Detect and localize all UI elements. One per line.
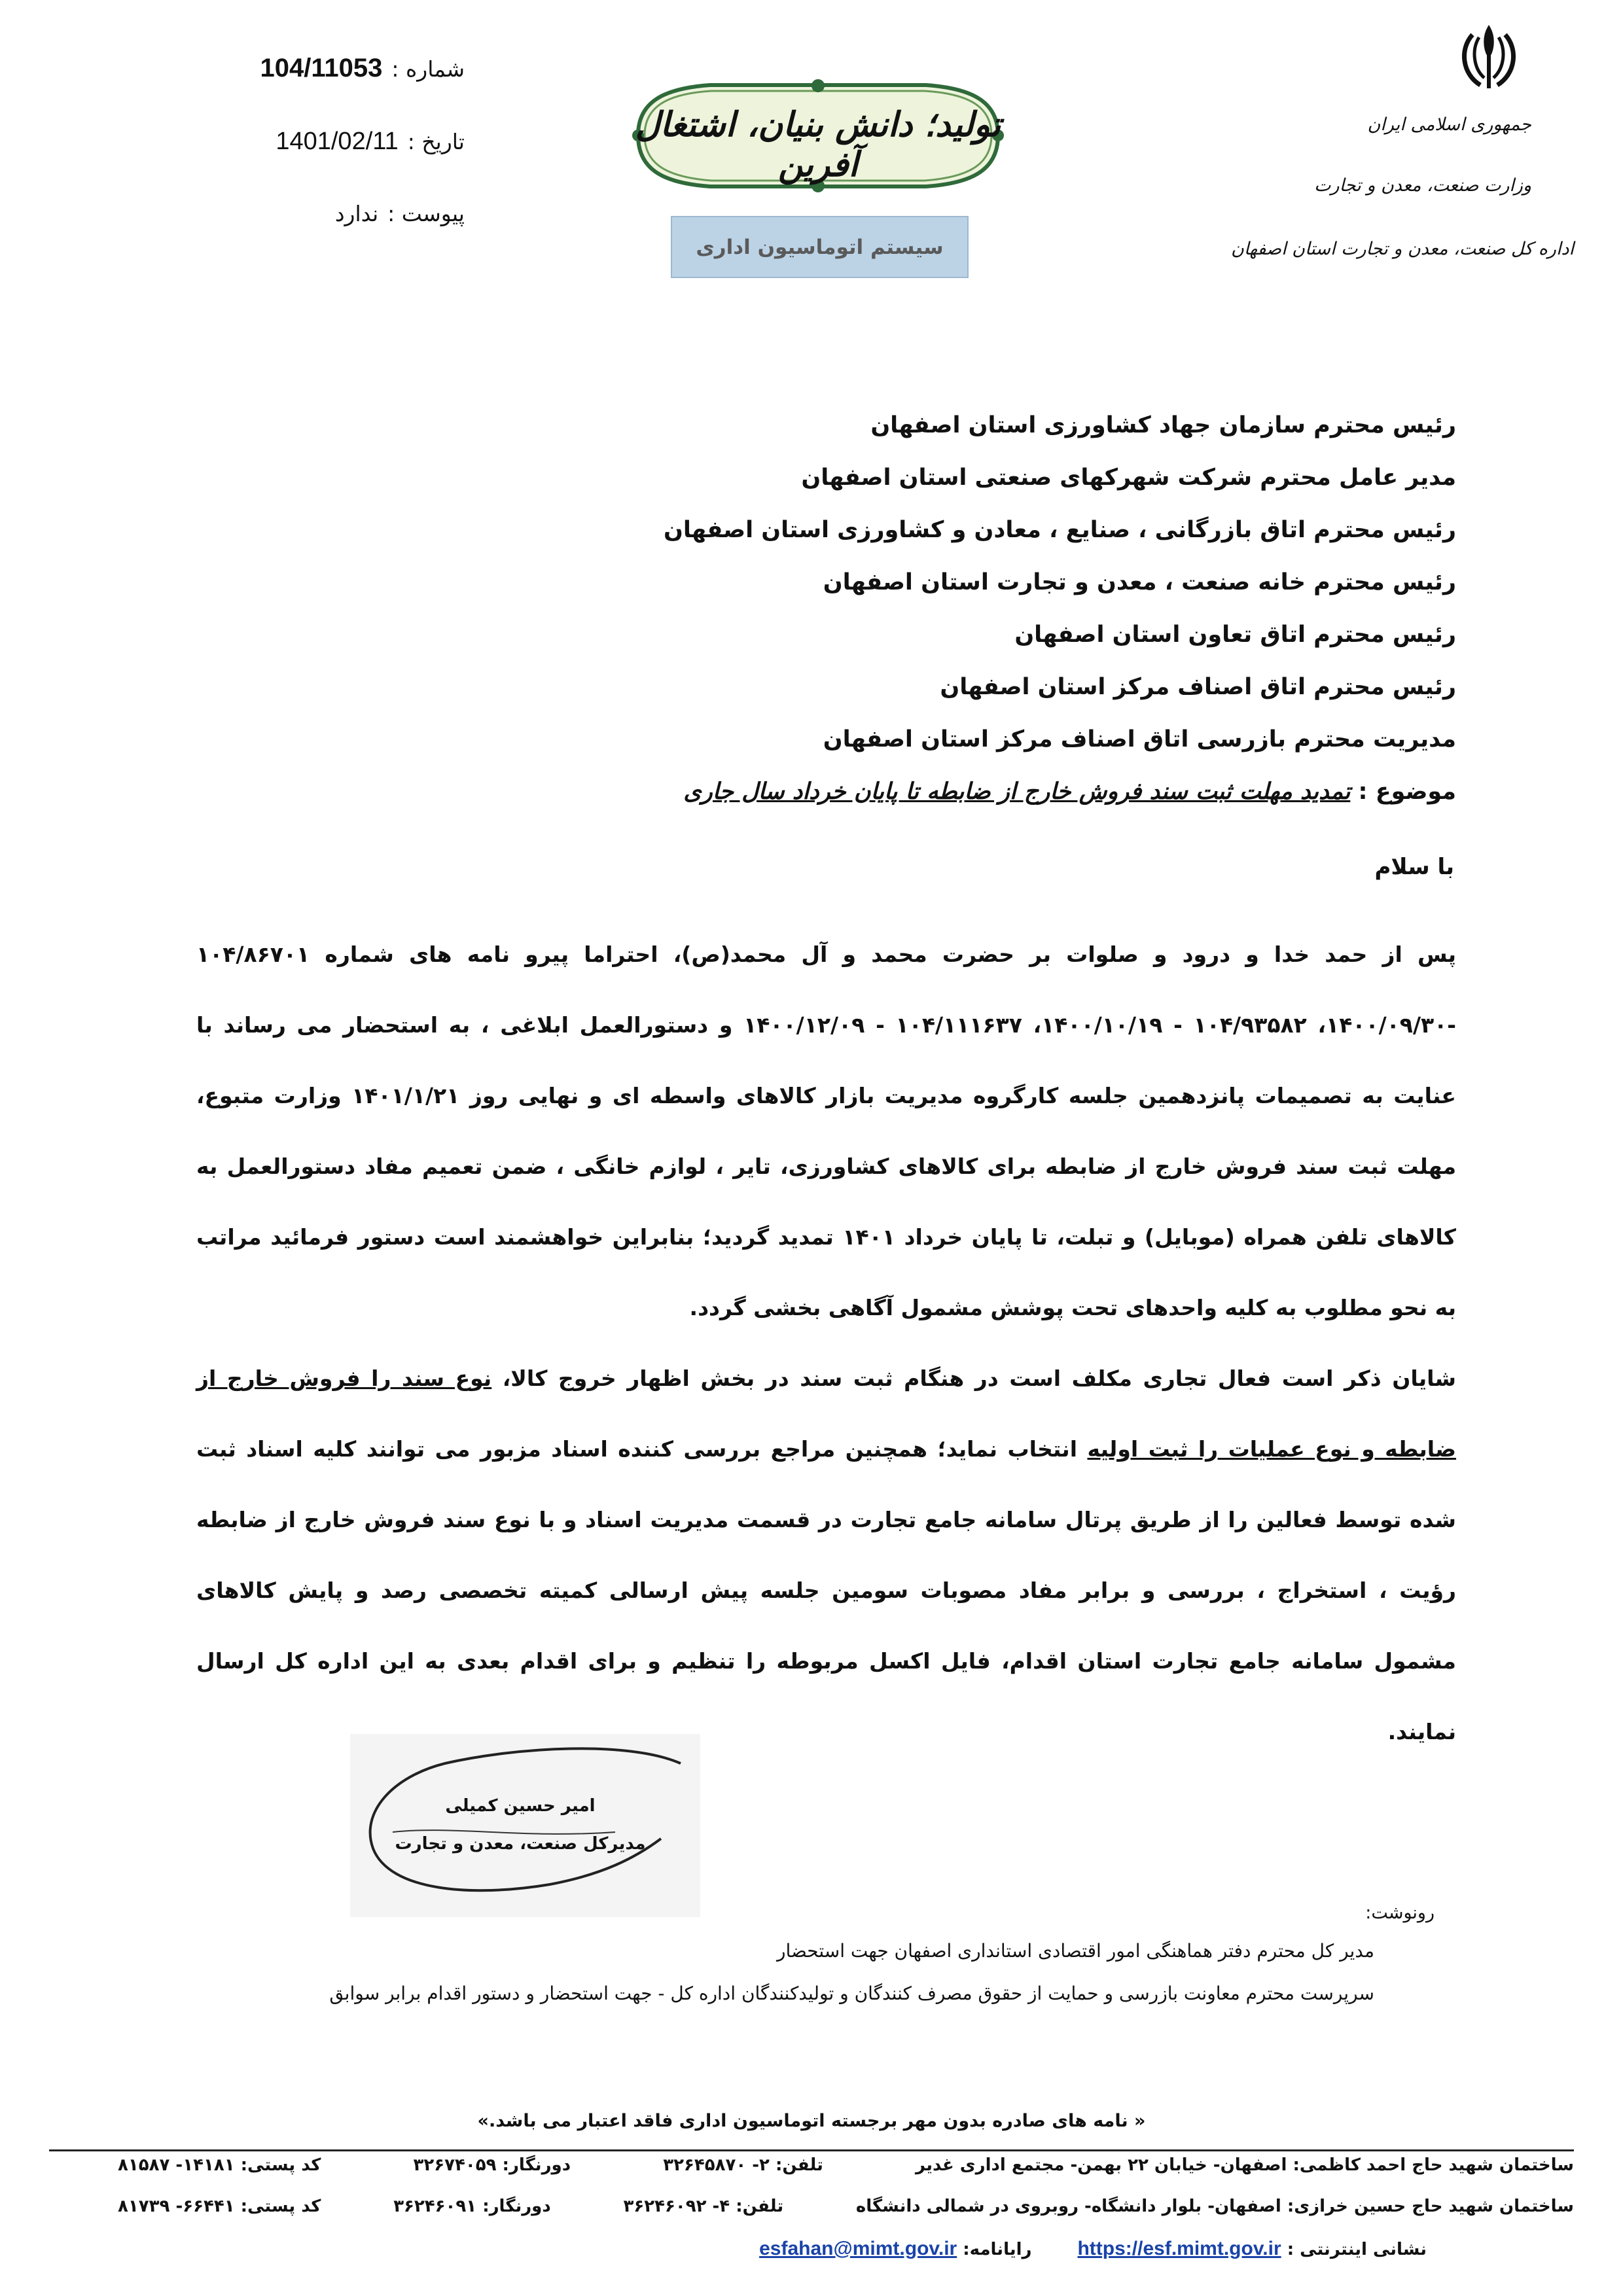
recipient-7: مدیریت محترم بازرسی اتاق اصناف مرکز استان اصفهان	[823, 726, 1456, 752]
postal-1: کد پستی: ۱۴۱۸۱- ۸۱۵۸۷	[118, 2155, 321, 2175]
phone-1: تلفن: ۲- ۳۲۶۴۵۸۷۰	[663, 2155, 823, 2175]
email-label: رایانامه:	[963, 2240, 1032, 2259]
body-p2-underlined: نوع سند را فروش خارج از ضابطه و نوع عملیات را ثبت اولیه	[196, 1366, 1457, 1462]
footer-address-row-2	[118, 2197, 1574, 2216]
recipient-1: رئیس محترم سازمان جهاد کشاورزی استان اصفهان	[870, 412, 1456, 438]
website-group	[1077, 2238, 1427, 2260]
number-value: 104/11053	[260, 54, 383, 82]
recipients-list	[213, 399, 1456, 818]
body-paragraph-2	[196, 1343, 1456, 1767]
number-label: شماره :	[391, 56, 465, 82]
recipient-6: رئیس محترم اتاق اصناف مرکز استان اصفهان	[940, 674, 1456, 700]
body-p2-end: انتخاب نماید؛ همچنین مراجع بررسی کننده اسناد مزبور می توانند کلیه اسناد ثبت شده توسط فعالین را از طریق پرتال سامانه جامع تجارت در قسمت مدیریت اسناد و با نوع سند فروش خارج از ضابطه رؤیت ، استخراج ، بررسی و برابر مفاد مصوبات سومین جلسه پیش ارسالی کمیته تخصصی رصد و پایش کالاهای مشمول سامانه جامع تجارت استان اقدام، فایل اکسل مربوطه را تنظیم و برای اقدام بعدی به این اداره کل ارسال نمایند.	[196, 1436, 1456, 1744]
body-p2-start: شایان ذکر است فعال تجاری مکلف است در هنگام ثبت سند در بخش اظهار خروج کالا،	[491, 1366, 1457, 1391]
fax-1: دورنگار: ۳۲۶۷۴۰۵۹	[413, 2155, 571, 2175]
subject-line	[213, 766, 1456, 818]
signer-title: مدیرکل صنعت، معدن و تجارت	[395, 1834, 646, 1854]
postal-2: کد پستی: ۶۶۴۴۱- ۸۱۷۳۹	[118, 2197, 321, 2216]
cc-label: رونوشت:	[1365, 1903, 1435, 1923]
letter-attachment	[190, 201, 465, 226]
letter-number	[190, 54, 465, 83]
footer-address-row-1	[118, 2155, 1574, 2175]
gov-line-1: جمهوری اسلامی ایران	[1367, 115, 1531, 135]
body-paragraph-1: پس از حمد خدا و درود و صلوات بر حضرت محمد و آل محمد(ص)، احتراما پیرو نامه های شماره ۱۰۴/۸۶۷۰۱ -۱۴۰۰/۰۹/۳۰، ۱۰۴/۹۳۵۸۲ - ۱۴۰۰/۱۰/۱۹، ۱۰۴/۱۱۱۶۳۷ - ۱۴۰۰/۱۲/۰۹ و دستورالعمل ابلاغی ، به استحضار می رساند با عنایت به تصمیمات پانزدهمین جلسه کارگروه مدیریت بازار کالاهای واسطه ای و نهایی روز ۱۴۰۱/۱/۲۱ وزارت متبوع، مهلت ثبت سند فروش خارج از ضابطه برای کالاهای کشاورزی، تایر ، لوازم خانگی ، ضمن تعمیم مفاد دستورالعمل به کالاهای تلفن همراه (موبایل) و تبلت، تا پایان خرداد ۱۴۰۱ تمدید گردید؛ بنابراین خواهشمند است دستور فرمائید مراتب به نحو مطلوب به کلیه واحدهای تحت پوشش مشمول آگاهی بخشی گردد.	[196, 942, 1456, 1320]
attachment-value: ندارد	[334, 201, 379, 226]
letter-body	[196, 919, 1456, 1767]
validity-notice: « نامه های صادره بدون مهر برجسته اتوماسیون اداری فاقد اعتبار می باشد.»	[477, 2111, 1146, 2131]
greeting: با سلام	[1374, 854, 1454, 880]
gov-line-3: اداره کل صنعت، معدن و تجارت استان اصفهان	[1231, 239, 1574, 259]
recipient-2: مدیر عامل محترم شرکت شهرکهای صنعتی استان اصفهان	[801, 465, 1456, 491]
date-label: تاریخ :	[407, 129, 465, 154]
website-label: نشانی اینترنتی :	[1287, 2240, 1427, 2259]
signature-scribble	[353, 1734, 697, 1911]
email-link[interactable]: esfahan@mimt.gov.ir	[759, 2238, 957, 2259]
automation-banner: سیستم اتوماسیون اداری	[671, 216, 969, 278]
slogan-text: تولید؛ دانش بنیان، اشتغال آفرین	[635, 105, 1001, 185]
address-1: ساختمان شهید حاج احمد کاظمی: اصفهان- خیابان ۲۲ بهمن- مجتمع اداری غدیر	[916, 2155, 1574, 2175]
footer-contact-row	[118, 2238, 1427, 2260]
attachment-label: پیوست :	[387, 201, 465, 226]
address-2: ساختمان شهید حاج حسین خرازی: اصفهان- بلوار دانشگاه- روبروی در شمالی دانشگاه	[855, 2197, 1574, 2216]
date-value: 1401/02/11	[276, 128, 399, 155]
phone-2: تلفن: ۴- ۳۶۲۴۶۰۹۲	[623, 2197, 784, 2216]
website-link[interactable]: https://esf.mimt.gov.ir	[1077, 2238, 1281, 2259]
email-group	[759, 2238, 1031, 2260]
footer-divider	[49, 2149, 1574, 2151]
gov-line-2: وزارت صنعت، معدن و تجارت	[1314, 175, 1531, 196]
recipient-5: رئیس محترم اتاق تعاون استان اصفهان	[1014, 622, 1456, 648]
subject-text: تمدید مهلت ثبت سند فروش خارج از ضابطه تا پایان خرداد سال جاری	[683, 779, 1351, 805]
cc-line-1: مدیر کل محترم دفتر هماهنگی امور اقتصادی استانداری اصفهان جهت استحضار	[776, 1940, 1374, 1962]
iran-emblem-icon	[1453, 23, 1525, 95]
subject-label: موضوع :	[1358, 779, 1456, 805]
letter-date	[190, 128, 465, 156]
recipient-4: رئیس محترم خانه صنعت ، معدن و تجارت استان اصفهان	[823, 569, 1456, 595]
fax-2: دورنگار: ۳۶۲۴۶۰۹۱	[393, 2197, 551, 2216]
cc-line-2: سرپرست محترم معاونت بازرسی و حمایت از حقوق مصرف کنندگان و تولیدکنندگان اداره کل - جهت استحضار و دستور اقدام برابر سوابق	[329, 1983, 1374, 2004]
recipient-3: رئیس محترم اتاق بازرگانی ، صنایع ، معادن و کشاورزی استان اصفهان	[663, 517, 1456, 543]
signer-name: امیر حسین کمیلی	[445, 1796, 596, 1816]
